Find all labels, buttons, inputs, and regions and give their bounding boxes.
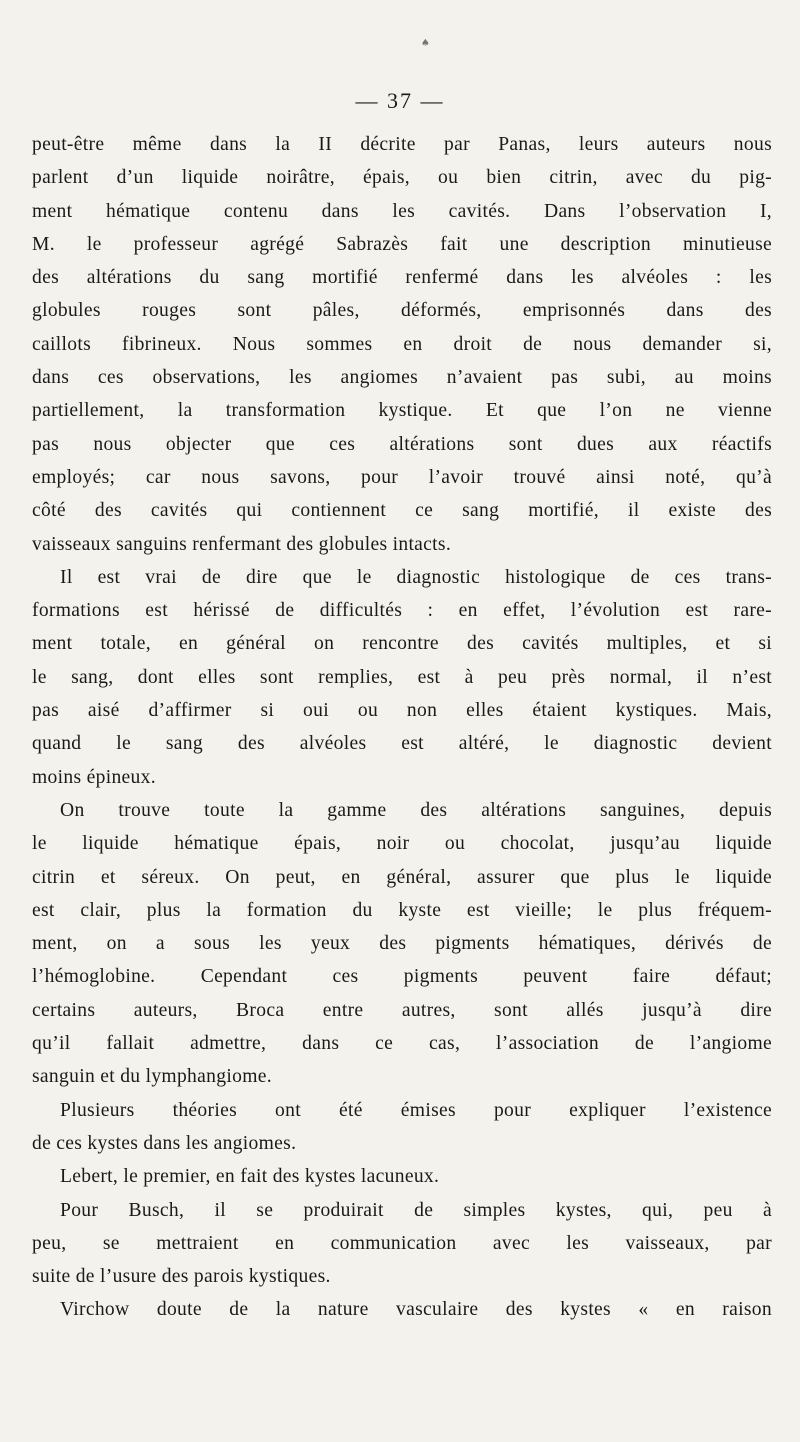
- text-line: certains auteurs, Broca entre autres, sont allés jusqu’à dire: [32, 999, 772, 1021]
- text-line: côté des cavités qui contiennent ce sang mortifié, il existe des: [32, 500, 772, 522]
- text-line: Virchow doute de la nature vasculaire des kystes « en raison: [60, 1299, 772, 1321]
- text-line: moins épineux.: [32, 766, 156, 788]
- text-line: Il est vrai de dire que le diagnostic histologique de ces trans-: [60, 566, 772, 588]
- printer-mark: ♠: [421, 38, 430, 49]
- text-line: le liquide hématique épais, noir ou chocolat, jusqu’au liquide: [32, 833, 772, 855]
- text-line: de ces kystes dans les angiomes.: [32, 1132, 297, 1154]
- text-line: pas aisé d’affirmer si oui ou non elles étaient kystiques. Mais,: [32, 700, 772, 722]
- text-line: des altérations du sang mortifié renfermé dans les alvéoles : les: [32, 267, 772, 289]
- text-line: pas nous objecter que ces altérations sont dues aux réactifs: [32, 433, 772, 455]
- text-line: peu, se mettraient en communication avec les vaisseaux, par: [32, 1232, 772, 1254]
- text-line: le sang, dont elles sont remplies, est à peu près normal, il n’est: [32, 666, 772, 688]
- text-line: suite de l’usure des parois kystiques.: [32, 1266, 331, 1288]
- text-line: Plusieurs théories ont été émises pour expliquer l’existence: [60, 1099, 772, 1121]
- text-line: M. le professeur agrégé Sabrazès fait une description minutieuse: [32, 233, 772, 255]
- text-line: peut-être même dans la II décrite par Panas, leurs auteurs nous: [32, 134, 772, 155]
- text-line: quand le sang des alvéoles est altéré, le diagnostic devient: [32, 733, 772, 755]
- body-text: [32, 128, 772, 1327]
- text-line: vaisseaux sanguins renfermant des globules intacts.: [32, 533, 452, 555]
- text-line: caillots fibrineux. Nous sommes en droit de nous demander si,: [32, 333, 772, 355]
- text-line: ment hématique contenu dans les cavités. Dans l’observation I,: [32, 200, 772, 222]
- text-line: globules rouges sont pâles, déformés, emprisonnés dans des: [32, 300, 772, 322]
- text-line: dans ces observations, les angiomes n’avaient pas subi, au moins: [32, 367, 772, 389]
- text-line: employés; car nous savons, pour l’avoir trouvé ainsi noté, qu’à: [32, 466, 772, 488]
- text-line: partiellement, la transformation kystique. Et que l’on ne vienne: [32, 400, 772, 422]
- text-line: ment, on a sous les yeux des pigments hématiques, dérivés de: [32, 933, 772, 955]
- text-line: citrin et séreux. On peut, en général, assurer que plus le liquide: [32, 866, 772, 888]
- page-number: — 37 —: [355, 88, 445, 113]
- text-line: parlent d’un liquide noirâtre, épais, ou bien citrin, avec du pig-: [32, 167, 772, 189]
- text-line: qu’il fallait admettre, dans ce cas, l’association de l’angiome: [32, 1033, 772, 1055]
- text-line: ment totale, en général on rencontre des cavités multiples, et si: [32, 633, 772, 655]
- text-line: est clair, plus la formation du kyste est vieille; le plus fréquem-: [32, 899, 772, 921]
- text-line: Lebert, le premier, en fait des kystes lacuneux.: [60, 1166, 440, 1188]
- text-line: On trouve toute la gamme des altérations sanguines, depuis: [60, 799, 772, 821]
- text-line: sanguin et du lymphangiome.: [32, 1066, 272, 1088]
- text-line: l’hémoglobine. Cependant ces pigments peuvent faire défaut;: [32, 966, 772, 988]
- text-line: Pour Busch, il se produirait de simples kystes, qui, peu à: [60, 1199, 772, 1221]
- text-line: formations est hérissé de difficultés : en effet, l’évolution est rare-: [32, 600, 772, 622]
